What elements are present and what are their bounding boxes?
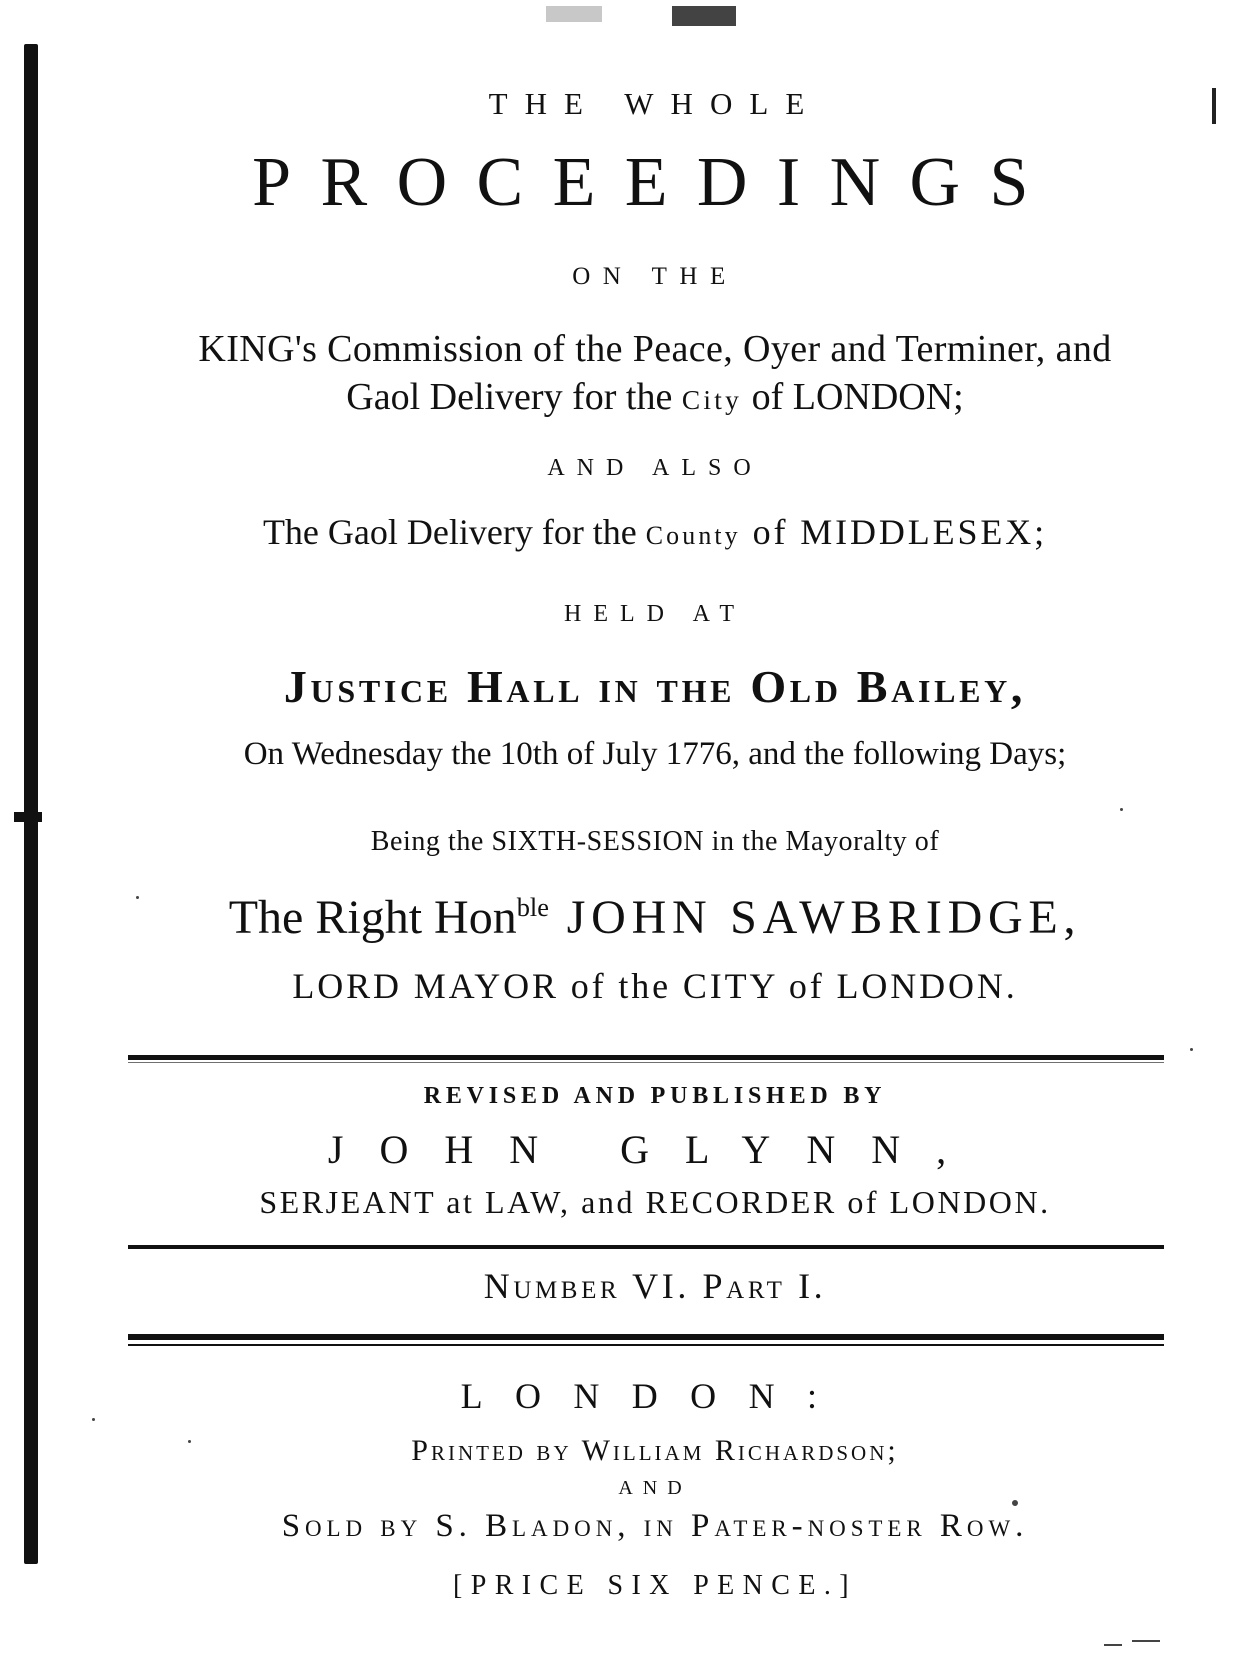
mayor-name: JOHN SAWBRIDGE,	[548, 891, 1082, 944]
scan-stamp-faint	[546, 6, 602, 22]
ink-speck	[92, 1418, 95, 1421]
divider-rule	[128, 1334, 1164, 1340]
county-word: County	[645, 521, 741, 550]
city-word: City	[681, 385, 743, 415]
divider-rule-thin	[128, 1344, 1164, 1346]
heading-and-also: AND ALSO	[547, 455, 763, 481]
divider-rule	[128, 1055, 1164, 1060]
scan-stamp	[672, 6, 736, 26]
commission-text: Gaol Delivery for the	[346, 376, 682, 418]
county-line	[130, 514, 1180, 550]
ink-speck	[136, 896, 139, 899]
middlesex-word: of MIDDLESEX;	[740, 512, 1048, 552]
mayor-sup: ble	[516, 892, 549, 922]
commission-line-1: KING's Commission of the Peace, Oyer and Terminer, and	[198, 328, 1112, 370]
heading-held-at: HELD AT	[564, 601, 746, 627]
margin-mark	[1212, 88, 1216, 124]
glynn-name: JOHN GLYNN,	[327, 1127, 983, 1172]
heading-proceedings: PROCEEDINGS	[252, 144, 1058, 221]
printed-line: Printed by William Richardson;	[411, 1434, 899, 1467]
heading-on-the: ON THE	[572, 263, 738, 290]
lord-mayor-line: LORD MAYOR of the CITY of LONDON.	[292, 966, 1018, 1006]
serjeant-line: SERJEANT at LAW, and RECORDER of LONDON.	[259, 1184, 1051, 1220]
ink-speck	[188, 1440, 191, 1443]
binding-mark	[14, 812, 42, 822]
divider-rule-thin	[128, 1062, 1164, 1063]
sold-line: Sold by S. Bladon, in Pater-noster Row.	[281, 1508, 1029, 1544]
binding-edge	[24, 44, 38, 1564]
number-line: Number VI. Part I.	[483, 1266, 827, 1306]
ink-speck	[1012, 1500, 1018, 1506]
ink-mark	[1132, 1640, 1160, 1642]
london-word: of LONDON;	[742, 376, 964, 418]
heading-the-whole: THE WHOLE	[488, 86, 822, 121]
date-line: On Wednesday the 10th of July 1776, and the following Days;	[243, 736, 1067, 772]
mayor-title: The Right Hon	[228, 891, 517, 944]
mayor-line	[130, 891, 1180, 944]
revised-line: REVISED AND PUBLISHED BY	[423, 1083, 887, 1109]
ink-mark	[1104, 1644, 1122, 1646]
price-line: [PRICE SIX PENCE.]	[453, 1570, 857, 1601]
london-line: LONDON:	[460, 1376, 850, 1416]
session-line: Being the SIXTH-SESSION in the Mayoralty of	[370, 826, 940, 857]
divider-rule	[128, 1245, 1164, 1249]
justice-hall-line: Justice Hall in the Old Bailey,	[283, 661, 1027, 712]
county-text: The Gaol Delivery for the	[262, 512, 646, 552]
ink-speck	[1120, 808, 1123, 811]
and-line: AND	[618, 1477, 692, 1499]
ink-speck	[1190, 1048, 1193, 1051]
commission-line-2	[130, 378, 1180, 416]
